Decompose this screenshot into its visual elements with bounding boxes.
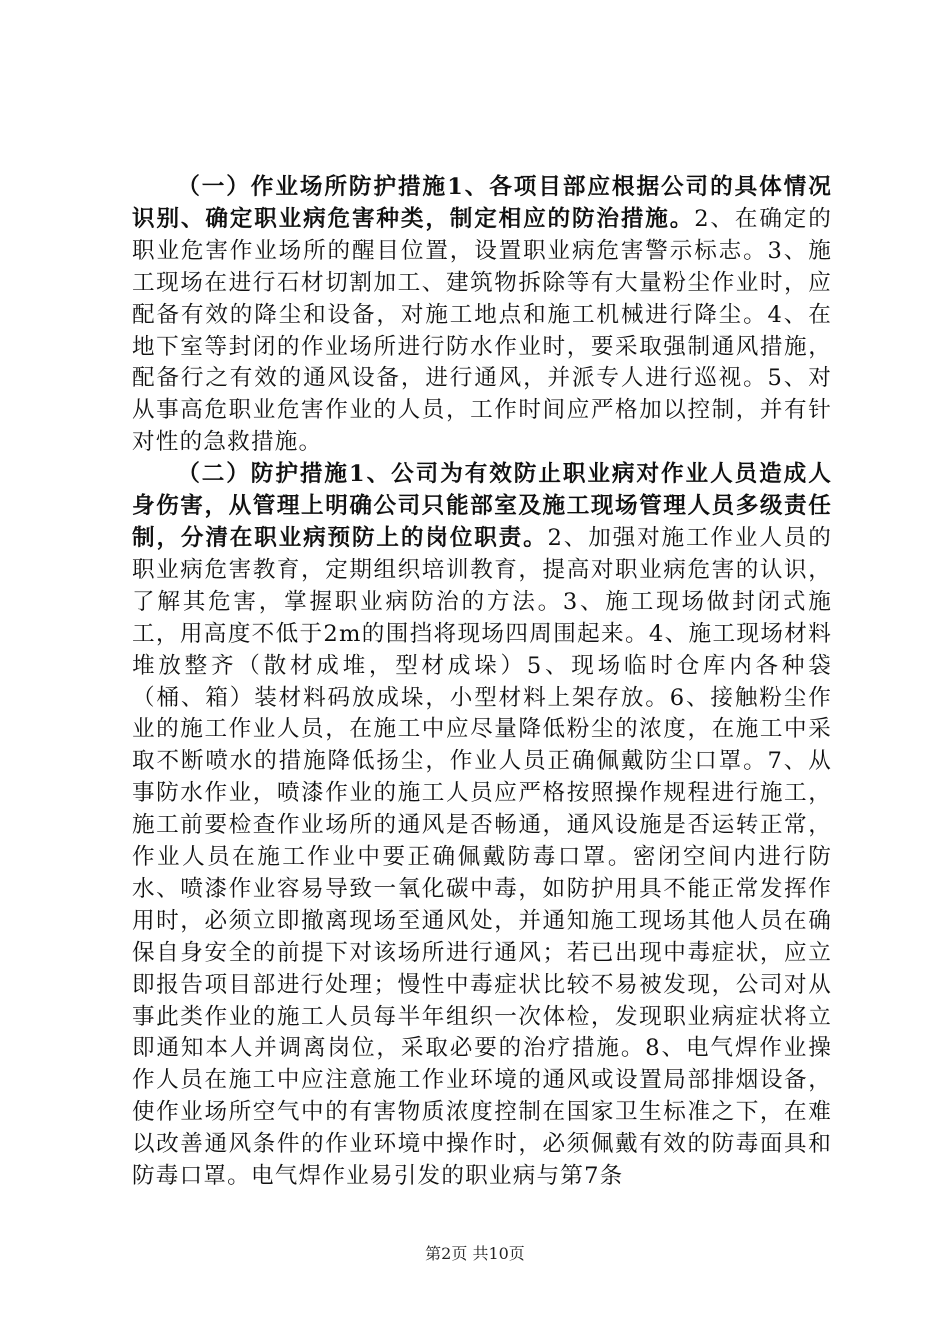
document-body — [132, 172, 832, 1193]
paragraph-protection-measures — [132, 459, 832, 1193]
paragraph-body: 2、在确定的职业危害作业场所的醒目位置，设置职业病危害警示标志。3、施工现场在进行石材切割加工、建筑物拆除等有大量粉尘作业时，应配备有效的降尘和设备，对施工地点和施工机械进行降尘。4、在地下室等封闭的作业场所进行防水作业时，要采取强制通风措施，配备行之有效的通风设备，进行通风，并派专人进行巡视。5、对从事高危职业危害作业的人员，工作时间应严格加以控制，并有针对性的急救措施。 — [132, 205, 832, 456]
paragraph-workplace-protection — [132, 172, 832, 459]
paragraph-lead-bold: （一）作业场所防护措施1、各项目部应根据公司的具体情况识别、确定职业病危害种类，制定相应的防治措施。 — [132, 174, 832, 232]
paragraph-body: 2、加强对施工作业人员的职业病危害教育，定期组织培训教育，提高对职业病危害的认识，了解其危害，掌握职业病防治的方法。3、施工现场做封闭式施工，用高度不低于2m的围挡将现场四周围起来。4、施工现场材料堆放整齐（散材成堆，型材成垛）5、现场临时仓库内各种袋（桶、箱）装材料码放成垛，小型材料上架存放。6、接触粉尘作业的施工作业人员，在施工中应尽量降低粉尘的浓度，在施工中采取不断喷水的措施降低扬尘，作业人员正确佩戴防尘口罩。7、从事防水作业，喷漆作业的施工人员应严格按照操作规程进行施工，施工前要检查作业场所的通风是否畅通，通风设施是否运转正常，作业人员在施工作业中要正确佩戴防毒口罩。密闭空间内进行防水、喷漆作业容易导致一氧化碳中毒，如防护用具不能正常发挥作用时，必须立即撤离现场至通风处，并通知施工现场其他人员在确保自身安全的前提下对该场所进行通风；若已出现中毒症状，应立即报告项目部进行处理；慢性中毒症状比较不易被发现，公司对从事此类作业的施工人员每半年组织一次体检，发现职业病症状将立即通知本人并调离岗位，采取必要的治疗措施。8、电气焊作业操作人员在施工中应注意施工作业环境的通风或设置局部排烟设备，使作业场所空气中的有害物质浓度控制在国家卫生标准之下，在难以改善通风条件的作业环境中操作时，必须佩戴有效的防毒面具和防毒口罩。电气焊作业易引发的职业病与第7条 — [132, 524, 832, 1190]
page-number-footer: 第2页 共10页 — [425, 1244, 525, 1263]
paragraph-lead-bold: （二）防护措施1、公司为有效防止职业病对作业人员造成人身伤害，从管理上明确公司只能部室及施工现场管理人员多级责任制，分清在职业病预防上的岗位职责。 — [132, 461, 832, 551]
